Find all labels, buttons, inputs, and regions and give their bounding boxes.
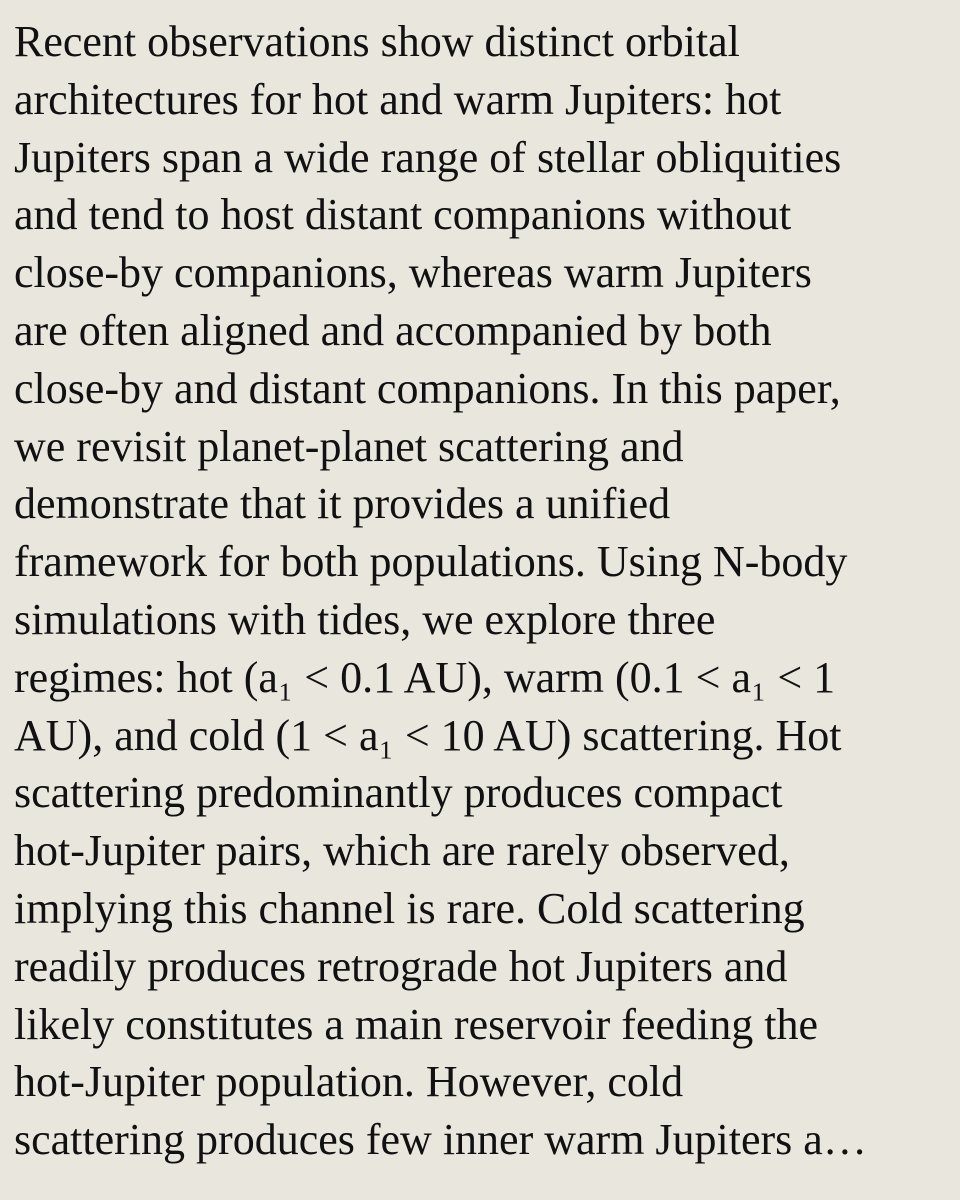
text-line: close-by companions, whereas warm Jupiters [14, 248, 812, 298]
text-line: hot-Jupiter pairs, which are rarely observed, [14, 826, 790, 876]
text-line: framework for both populations. Using N-body [14, 537, 848, 587]
text-line: AU), and cold (1 < a₁ < 10 AU) scattering. Hot [14, 710, 842, 760]
text-line: readily produces retrograde hot Jupiters and [14, 941, 788, 991]
text-line: regimes: hot (a₁ < 0.1 AU), warm (0.1 < a₁ < 1 [14, 652, 836, 702]
abstract-text [14, 13, 946, 1169]
text-line: and tend to host distant companions without [14, 190, 792, 240]
text-line: we revisit planet-planet scattering and [14, 421, 684, 471]
text-line: close-by and distant companions. In this paper, [14, 363, 841, 413]
text-line: Jupiters span a wide range of stellar obliquities [14, 132, 842, 182]
text-line: demonstrate that it provides a unified [14, 479, 671, 529]
text-line: hot-Jupiter population. However, cold [14, 1057, 684, 1107]
text-line: scattering predominantly produces compact [14, 768, 783, 818]
text-line: implying this channel is rare. Cold scattering [14, 883, 805, 933]
text-line: Recent observations show distinct orbital [14, 17, 740, 66]
text-line: likely constitutes a main reservoir feeding the [14, 999, 818, 1049]
text-line: simulations with tides, we explore three [14, 594, 716, 644]
text-line: are often aligned and accompanied by both [14, 305, 772, 355]
text-line: architectures for hot and warm Jupiters: hot [14, 74, 782, 124]
text-line: scattering produces few inner warm Jupiters a… [14, 1115, 867, 1165]
